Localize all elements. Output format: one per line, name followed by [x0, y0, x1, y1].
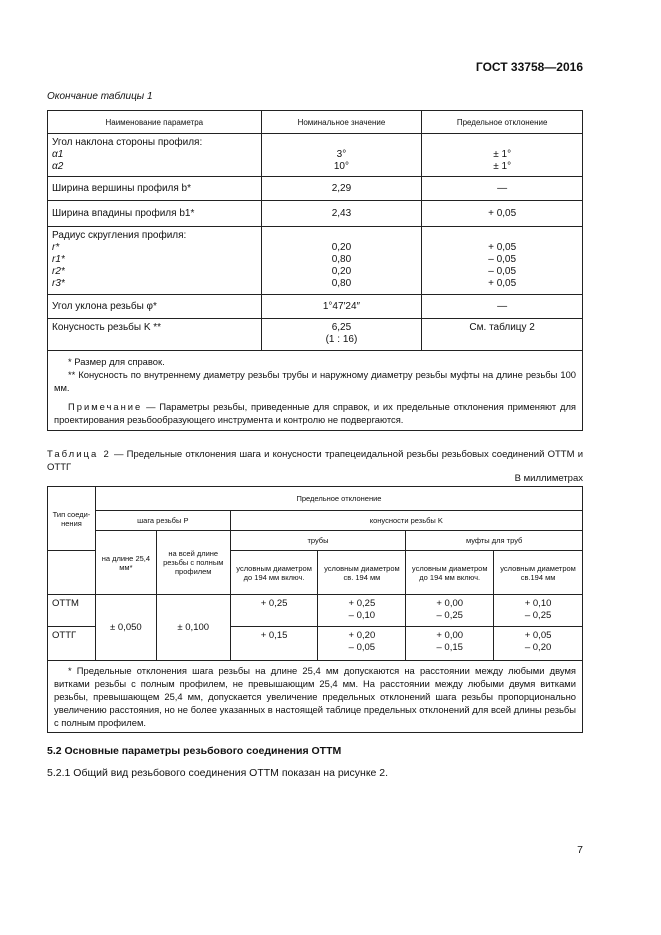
pipe-small-value: + 0,15 — [230, 627, 318, 661]
units-label: В миллиметрах — [514, 473, 583, 484]
table2-footnote: * Предельные отклонения шага резьбы на длине 25,4 мм допускаются на расстоянии между любыми двумя витками резьбы с полным профилем, не превышающим 25,4 мм. На расстоянии между любыми двумя витками резьбы, превышающем 25,4 мм, допускается увеличение предельных отклонений шага резьбы пропорционально увеличению расстояния, но не более указанных в настоящей таблице предельных отклонений для всей длины резьбы с полным профилем. — [48, 661, 583, 733]
table-row — [48, 177, 583, 201]
coupling-small-cell — [406, 595, 494, 627]
param-name: Ширина вершины профиля b* — [48, 177, 262, 201]
param-symbol: r2* — [52, 266, 65, 277]
connection-type: ОТТМ — [48, 595, 96, 627]
coupling-small-cell — [406, 627, 494, 661]
nominal-value: 6,25 — [331, 322, 352, 333]
table-row — [48, 201, 583, 227]
param-name: Конусность резьбы K ** — [48, 319, 262, 351]
table2-caption — [47, 448, 583, 474]
table2-header-row — [48, 531, 583, 551]
col-pitch: шага резьбы P — [95, 511, 230, 531]
pipe-small-value: + 0,25 — [230, 595, 318, 627]
nominal-value: 3° — [336, 149, 347, 160]
deviation-cell — [422, 134, 583, 177]
col-pitch-length: на длине 25,4 мм* — [95, 531, 156, 595]
nominal-value: 0,80 — [331, 254, 352, 265]
nominal-value: (1 : 16) — [325, 334, 358, 345]
value: – 0,20 — [524, 642, 552, 653]
table1-notes — [48, 351, 583, 431]
coupling-large-cell — [494, 627, 583, 661]
col-deviation: Предельное отклонение — [422, 111, 583, 134]
deviation-value: ± 1° — [493, 149, 512, 160]
table2-caption-label: Таблица 2 — [47, 449, 111, 460]
value: – 0,25 — [524, 610, 552, 621]
value: + 0,20 — [348, 630, 376, 641]
nominal-cell — [261, 134, 422, 177]
param-name: Угол уклона резьбы φ* — [48, 295, 262, 319]
connection-type: ОТТГ — [48, 627, 96, 661]
value: – 0,10 — [348, 610, 376, 621]
footnote: ** Конусность по внутреннему диаметру резьбы трубы и наружному диаметру резьбы муфты на длине резьбы 100 мм. — [54, 369, 576, 393]
nominal-value: 0,20 — [331, 266, 352, 277]
param-name: Угол наклона стороны профиля: — [52, 137, 203, 148]
param-symbol: r3* — [52, 278, 65, 289]
table2-notes-row — [48, 661, 583, 733]
col-coupling-large: условным диаметром св.194 мм — [494, 551, 583, 595]
footnote: * Размер для справок. — [68, 356, 165, 367]
col-pipe-small: условным диаметром до 194 мм включ. — [230, 551, 318, 595]
nominal-value: 2,29 — [261, 177, 422, 201]
value: – 0,05 — [348, 642, 376, 653]
col-nominal-value: Номинальное значение — [261, 111, 422, 134]
coupling-large-cell — [494, 595, 583, 627]
value: + 0,05 — [524, 630, 552, 641]
table2-header-row — [48, 511, 583, 531]
table1-continuation: Окончание таблицы 1 — [47, 91, 153, 102]
pipe-large-cell — [318, 595, 406, 627]
note-text: — Параметры резьбы, приведенные для справок, и их предельные отклонения применяют для проектирования резьбообразующего инструмента и контролю не подвергаются. — [54, 401, 576, 425]
value: – 0,15 — [436, 642, 463, 653]
deviation-value: ± 1° — [493, 161, 512, 172]
note-label: Примечание — [68, 401, 143, 412]
pitch-full-value: ± 0,100 — [156, 595, 230, 661]
col-coupling-small: условным диаметром до 194 мм включ. — [406, 551, 494, 595]
value: + 0,00 — [436, 630, 464, 641]
table2-header-row — [48, 487, 583, 511]
param-name: Ширина впадины профиля b1* — [48, 201, 262, 227]
value: – 0,25 — [436, 610, 463, 621]
nominal-value: 0,20 — [331, 242, 352, 253]
nominal-value: 10° — [333, 161, 349, 172]
nominal-cell — [261, 319, 422, 351]
deviation-value: – 0,05 — [488, 254, 517, 265]
col-limit-deviation: Предельное отклонение — [95, 487, 582, 511]
table-row — [48, 134, 583, 177]
table-row — [48, 295, 583, 319]
col-parameter-name: Наименование параметра — [48, 111, 262, 134]
col-type-spacer — [48, 551, 96, 595]
table-row — [48, 227, 583, 295]
table2-caption-text: — Предельные отклонения шага и конусности трапецеидальной резьбы резьбовых соединений ОТТМ и ОТТГ — [47, 449, 584, 473]
nominal-cell — [261, 227, 422, 295]
value: + 0,00 — [436, 598, 464, 609]
deviation-value: – 0,05 — [488, 266, 517, 277]
note — [54, 400, 576, 426]
table1-notes-row — [48, 351, 583, 431]
table-row — [48, 595, 583, 627]
param-symbol: α1 — [52, 149, 64, 160]
col-coupling: муфты для труб — [406, 531, 583, 551]
param-symbol: α2 — [52, 161, 64, 172]
row-name-cell — [48, 227, 262, 295]
pitch-length-value: ± 0,050 — [95, 595, 156, 661]
deviation-value: См. таблицу 2 — [422, 319, 583, 351]
table-row — [48, 319, 583, 351]
section-heading: 5.2 Основные параметры резьбового соединения ОТТМ — [47, 745, 342, 757]
deviation-value: — — [422, 295, 583, 319]
col-connection-type: Тип соеди-нения — [48, 487, 96, 551]
deviation-value: + 0,05 — [422, 201, 583, 227]
pipe-large-cell — [318, 627, 406, 661]
table-2 — [47, 486, 583, 733]
col-taper: конусности резьбы K — [230, 511, 582, 531]
col-pipe: трубы — [230, 531, 406, 551]
deviation-value: — — [422, 177, 583, 201]
table1-header-row — [48, 111, 583, 134]
nominal-value: 1°47′24″ — [261, 295, 422, 319]
deviation-value: + 0,05 — [488, 278, 517, 289]
page-number: 7 — [577, 844, 583, 856]
value: + 0,10 — [524, 598, 552, 609]
nominal-value: 2,43 — [261, 201, 422, 227]
nominal-value: 0,80 — [331, 278, 352, 289]
row-name-cell — [48, 134, 262, 177]
value: + 0,25 — [348, 598, 376, 609]
col-pipe-large: условным диаметром св. 194 мм — [318, 551, 406, 595]
param-symbol: r1* — [52, 254, 65, 265]
param-symbol: r* — [52, 242, 60, 253]
col-pitch-full: на всей длине резьбы с полным профилем — [156, 531, 230, 595]
deviation-value: + 0,05 — [488, 242, 517, 253]
param-name: Радиус скругления профиля: — [52, 230, 187, 241]
deviation-cell — [422, 227, 583, 295]
section-paragraph: 5.2.1 Общий вид резьбового соединения ОТТМ показан на рисунке 2. — [47, 767, 389, 779]
table-1 — [47, 110, 583, 431]
document-header: ГОСТ 33758—2016 — [475, 60, 583, 74]
